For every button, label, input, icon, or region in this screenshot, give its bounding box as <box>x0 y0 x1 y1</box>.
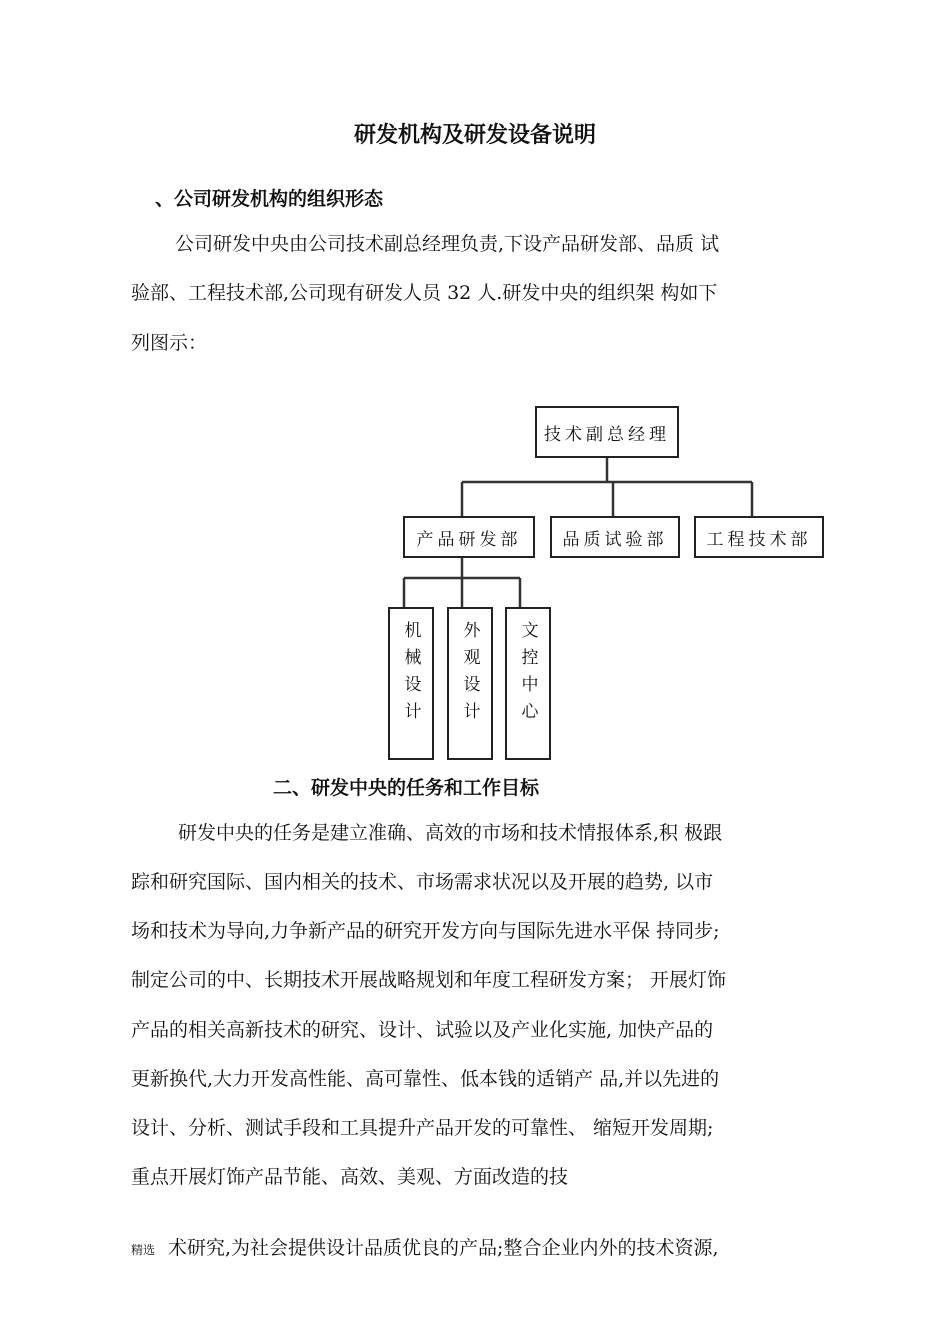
org-sub-box-2: 外观设计 <box>447 607 493 760</box>
org-dept-box-2: 品质试验部 <box>550 516 680 558</box>
org-dept-box-3: 工程技术部 <box>694 516 824 558</box>
section2-line-2: 踪和研究国际、国内相关的技术、市场需求状况以及开展的趋势, 以市 <box>131 871 714 893</box>
footer-tag: 精选 <box>131 1243 156 1257</box>
footer-line: 术研究,为社会提供设计品质优良的产品;整合企业内外的技术资源, <box>168 1237 719 1259</box>
section1-line-3: 列图示： <box>131 332 208 354</box>
section2-line-5: 产品的相关高新技术的研究、设计、试验以及产业化实施, 加快产品的 <box>131 1019 714 1041</box>
section1-heading: 、公司研发机构的组织形态 <box>155 188 384 210</box>
org-sub-box-3: 文控中心 <box>505 607 551 760</box>
org-dept-box-1: 产品研发部 <box>403 516 535 558</box>
section1-line-1: 公司研发中央由公司技术副总经理负责,下设产品研发部、品质 试 <box>175 233 720 255</box>
org-root-box: 技术副总经理 <box>535 406 679 458</box>
org-sub-box-1: 机械设计 <box>388 607 434 760</box>
section2-line-8: 重点开展灯饰产品节能、高效、美观、方面改造的技 <box>131 1166 569 1188</box>
section2-line-1: 研发中央的任务是建立准确、高效的市场和技术情报体系,积 极跟 <box>178 822 723 844</box>
section2-line-3: 场和技术为导向,力争新产品的研究开发方向与国际先进水平保 持同步; <box>131 920 720 942</box>
document-title: 研发机构及研发设备说明 <box>353 123 596 148</box>
section2-line-6: 更新换代,大力开发高性能、高可靠性、低本钱的适销产 品,并以先进的 <box>131 1068 720 1090</box>
section2-heading: 二、研发中央的任务和工作目标 <box>273 777 540 799</box>
section1-line-2: 验部、工程技术部,公司现有研发人员 32 人.研发中央的组织架 构如下 <box>131 282 718 304</box>
section2-line-4: 制定公司的中、长期技术开展战略规划和年度工程研发方案； 开展灯饰 <box>131 969 727 991</box>
section2-line-7: 设计、分析、测试手段和工具提升产品开发的可靠性、 缩短开发周期; <box>131 1117 714 1139</box>
